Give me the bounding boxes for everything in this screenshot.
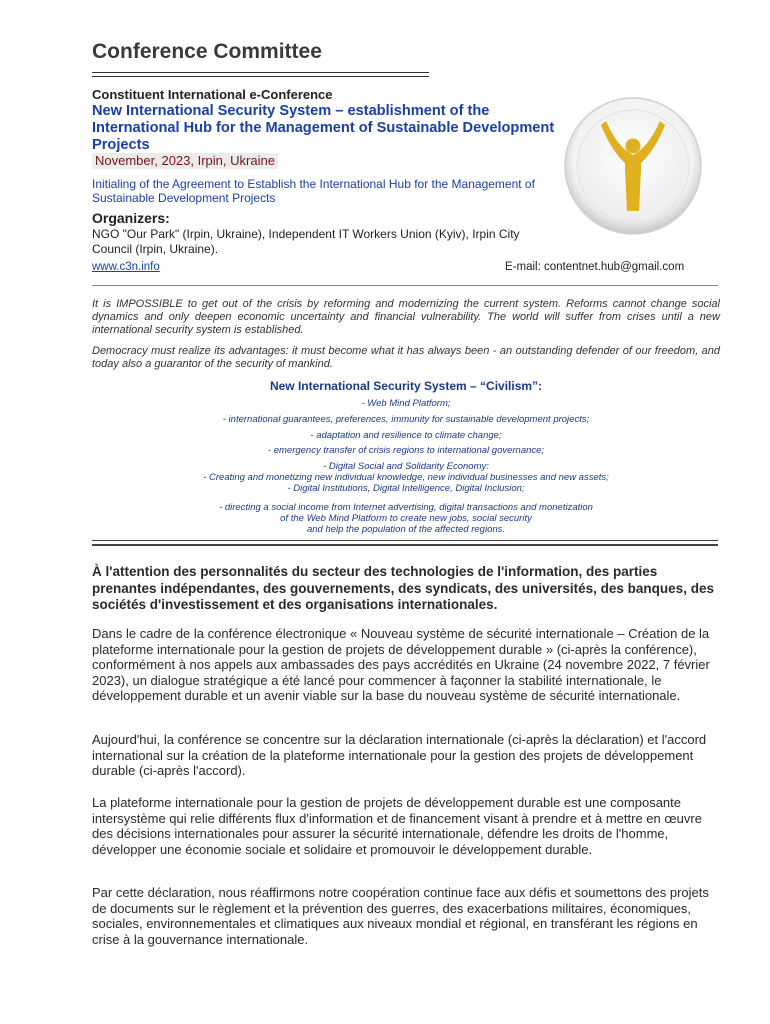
civilism-item: - directing a social income from Internet advertising, digital transactions and monetization xyxy=(219,502,593,513)
human-figure-circle-logo-icon xyxy=(562,95,704,237)
civilism-item: - emergency transfer of crisis regions to international governance; xyxy=(267,445,545,456)
header-divider xyxy=(92,285,718,286)
french-heading: À l'attention des personnalités du secteur des technologies de l'information, des parties prenantes indépendantes, des gouvernements, des syndicats, des universités, des banques, des sociétés d'investissement et des organisations internationales. xyxy=(92,564,714,612)
intro-paragraph-1: It is IMPOSSIBLE to get out of the crisis by reforming and modernizing the current system. Reforms cannot change social dynamics and only deepen economic uncertainty and financial vulnerability. The world will suffer from crises until a new international security system is established. xyxy=(92,298,720,336)
organizers-heading: Organizers: xyxy=(92,210,170,226)
organizers-text: NGO "Our Park" (Irpin, Ukraine), Independent IT Workers Union (Kyiv), Irpin City Council (Irpin, Ukraine). xyxy=(92,227,520,256)
french-paragraph-2: Aujourd'hui, la conférence se concentre sur la déclaration internationale (ci-après la déclaration) et l'accord international sur la création de la plateforme internationale pour la gestion des projets de développement durable (ci-après l'accord). xyxy=(92,732,707,778)
french-paragraph-1: Dans le cadre de la conférence électronique « Nouveau système de sécurité internationale – Création de la plateforme internationale pour la gestion de projets de développement durable » (ci-après la conférence), conformément à nos appels aux ambassades des pays accrédités en Ukraine (24 novembre 2022, 7 février 2023), un dialogue stratégique a été lancé pour commencer à façonner la stabilité internationale, le développement durable et un avenir viable sur la base du nouveau système de sécurité internationale. xyxy=(92,626,710,703)
conference-subtitle: Constituent International e-Conference xyxy=(92,87,333,102)
page-title: Conference Committee xyxy=(92,40,322,63)
initialing-text: Initialing of the Agreement to Establish the International Hub for the Management of Sustainable Development Projects xyxy=(92,177,535,205)
conference-date: November, 2023, Irpin, Ukraine xyxy=(92,153,278,169)
civilism-item: and help the population of the affected regions. xyxy=(306,524,506,535)
civilism-item: - Creating and monetizing new individual knowledge, new individual businesses and new assets; xyxy=(203,472,609,483)
civilism-item: of the Web Mind Platform to create new jobs, social security xyxy=(280,513,532,524)
civilism-item: - adaptation and resilience to climate change; xyxy=(310,430,502,441)
civilism-heading: New International Security System – “Civilism”: xyxy=(269,379,543,393)
section-divider xyxy=(92,540,718,546)
conference-title: New International Security System – establishment of the International Hub for the Management of Sustainable Development Projects xyxy=(92,103,555,153)
website-link[interactable]: www.c3n.info xyxy=(92,261,160,273)
contact-email: E-mail: contentnet.hub@gmail.com xyxy=(505,261,685,273)
french-paragraph-4: Par cette déclaration, nous réaffirmons notre coopération continue face aux défis et soumettons des projets de documents sur le règlement et la prévention des guerres, des exacerbations militaires, économiques, sociales, environnementales et climatiques aux niveaux mondial et régional, en transférant les régions en crise à la gouvernance internationale. xyxy=(92,885,709,947)
intro-paragraph-2: Democracy must realize its advantages: it must become what it has always been - an outstanding defender of our freedom, and today also a guarantor of the security of mankind. xyxy=(92,345,720,370)
french-paragraph-3: La plateforme internationale pour la gestion de projets de développement durable est une composante intersystème qui relie différents flux d'information et de financement visant à prendre et à mettre en œuvre des décisions internationales pour assurer la sécurité internationale, défendre les droits de l'homme, développer une économie sociale et solidaire et promouvoir le développement durable. xyxy=(92,795,702,857)
civilism-item: - Digital Social and Solidarity Economy: xyxy=(323,461,489,472)
civilism-item: - Digital Institutions, Digital Intelligence, Digital Inclusion; xyxy=(287,483,525,494)
civilism-item: - international guarantees, preferences, immunity for sustainable development projects; xyxy=(222,414,590,425)
civilism-item: - Web Mind Platform; xyxy=(361,398,451,409)
title-divider xyxy=(92,72,429,77)
